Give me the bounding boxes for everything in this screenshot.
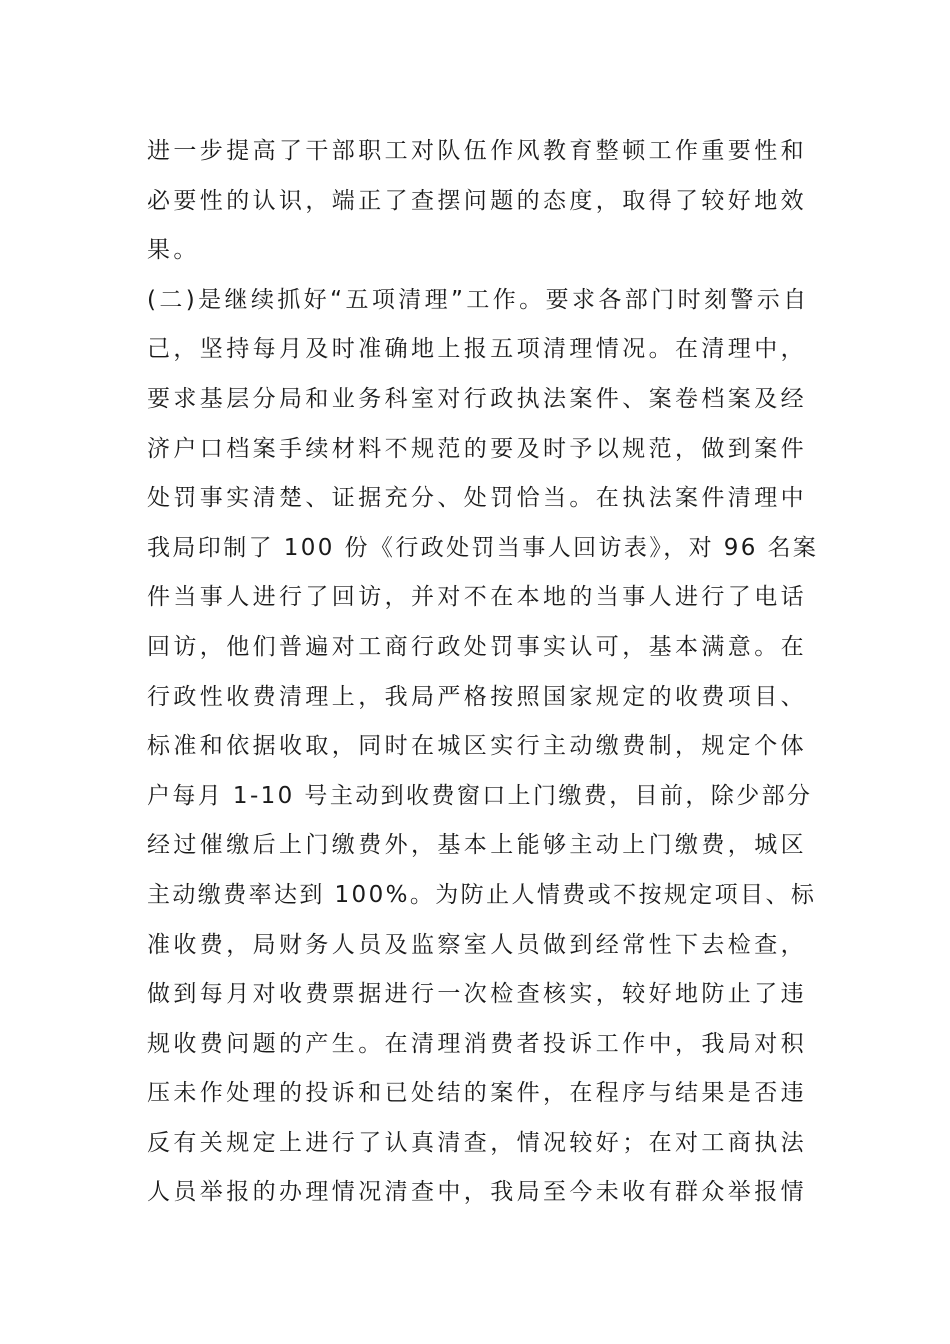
text-line: 处罚事实清楚、证据充分、处罚恰当。在执法案件清理中	[147, 485, 807, 512]
text-line: 果。	[147, 237, 200, 264]
text-line: 主动缴费率达到 100%。为防止人情费或不按规定项目、标	[147, 881, 817, 908]
text-line: 人员举报的办理情况清查中，我局至今未收有群众举报情	[147, 1179, 807, 1206]
text-line: 经过催缴后上门缴费外，基本上能够主动上门缴费，城区	[147, 832, 807, 859]
body-text	[147, 127, 819, 1218]
section-heading-line: (二)是继续抓好“五项清理”工作。要求各部门时刻警示自	[147, 286, 810, 313]
text-line: 反有关规定上进行了认真清查，情况较好；在对工商执法	[147, 1129, 807, 1156]
text-line: 行政性收费清理上，我局严格按照国家规定的收费项目、	[147, 683, 807, 710]
text-line: 标准和依据收取，同时在城区实行主动缴费制，规定个体	[147, 733, 807, 760]
text-line: 我局印制了 100 份《行政处罚当事人回访表》，对 96 名案	[147, 534, 819, 561]
text-line: 户每月 1-10 号主动到收费窗口上门缴费，目前，除少部分	[147, 782, 813, 809]
text-line: 必要性的认识，端正了查摆问题的态度，取得了较好地效	[147, 187, 807, 214]
text-line: 件当事人进行了回访，并对不在本地的当事人进行了电话	[147, 584, 807, 611]
text-line: 规收费问题的产生。在清理消费者投诉工作中，我局对积	[147, 1030, 807, 1057]
text-line: 准收费，局财务人员及监察室人员做到经常性下去检查，	[147, 931, 807, 958]
text-line: 济户口档案手续材料不规范的要及时予以规范，做到案件	[147, 435, 807, 462]
text-line: 要求基层分局和业务科室对行政执法案件、案卷档案及经	[147, 385, 807, 412]
text-line: 回访，他们普遍对工商行政处罚事实认可，基本满意。在	[147, 633, 807, 660]
text-line: 压未作处理的投诉和已处结的案件，在程序与结果是否违	[147, 1080, 807, 1107]
text-line: 进一步提高了干部职工对队伍作风教育整顿工作重要性和	[147, 138, 807, 164]
text-line: 己，坚持每月及时准确地上报五项清理情况。在清理中，	[147, 336, 807, 363]
text-line: 做到每月对收费票据进行一次检查核实，较好地防止了违	[147, 981, 807, 1008]
